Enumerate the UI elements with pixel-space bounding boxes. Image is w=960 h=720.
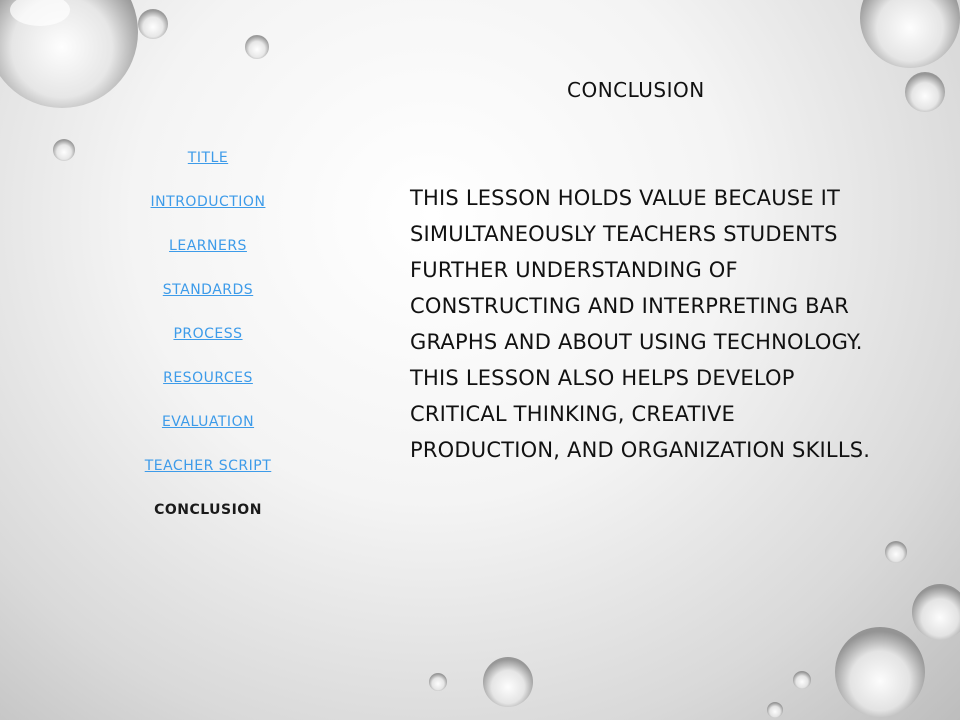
nav-link-resources[interactable]: RESOURCES bbox=[163, 370, 253, 386]
slide-body-text: THIS LESSON HOLDS VALUE BECAUSE IT SIMULTANEOUSLY TEACHERS STUDENTS FURTHER UNDERSTANDING OF CONSTRUCTING AND INTERPRETING BAR GRAPHS AND ABOUT USING TECHNOLOGY. THIS LESSON ALSO HELPS DEVELOP CRITICAL THINKING, CREATIVE PRODUCTION, AND ORGANIZATION SKILLS. bbox=[410, 186, 871, 462]
drop bbox=[793, 671, 811, 689]
drop bbox=[429, 673, 447, 691]
slide-navigation bbox=[120, 148, 296, 520]
nav-link-title[interactable]: TITLE bbox=[187, 150, 229, 166]
drop bbox=[885, 541, 907, 563]
nav-link-process[interactable]: PROCESS bbox=[173, 326, 243, 342]
drop bbox=[245, 35, 269, 59]
drop bbox=[912, 584, 960, 640]
drop bbox=[483, 657, 533, 707]
nav-link-standards[interactable]: STANDARDS bbox=[162, 282, 254, 298]
drop bbox=[835, 627, 925, 717]
drop bbox=[138, 9, 168, 39]
drop bbox=[767, 702, 783, 718]
nav-link-teacher-script[interactable]: TEACHER SCRIPT bbox=[144, 458, 272, 474]
drop bbox=[0, 0, 138, 108]
nav-link-introduction[interactable]: INTRODUCTION bbox=[150, 194, 266, 210]
nav-link-learners[interactable]: LEARNERS bbox=[169, 238, 247, 254]
drop bbox=[905, 72, 945, 112]
slide-title: CONCLUSION bbox=[567, 78, 705, 102]
drop bbox=[860, 0, 960, 68]
nav-link-evaluation[interactable]: EVALUATION bbox=[161, 414, 255, 430]
nav-current-conclusion: CONCLUSION bbox=[154, 502, 262, 518]
drop bbox=[53, 139, 75, 161]
